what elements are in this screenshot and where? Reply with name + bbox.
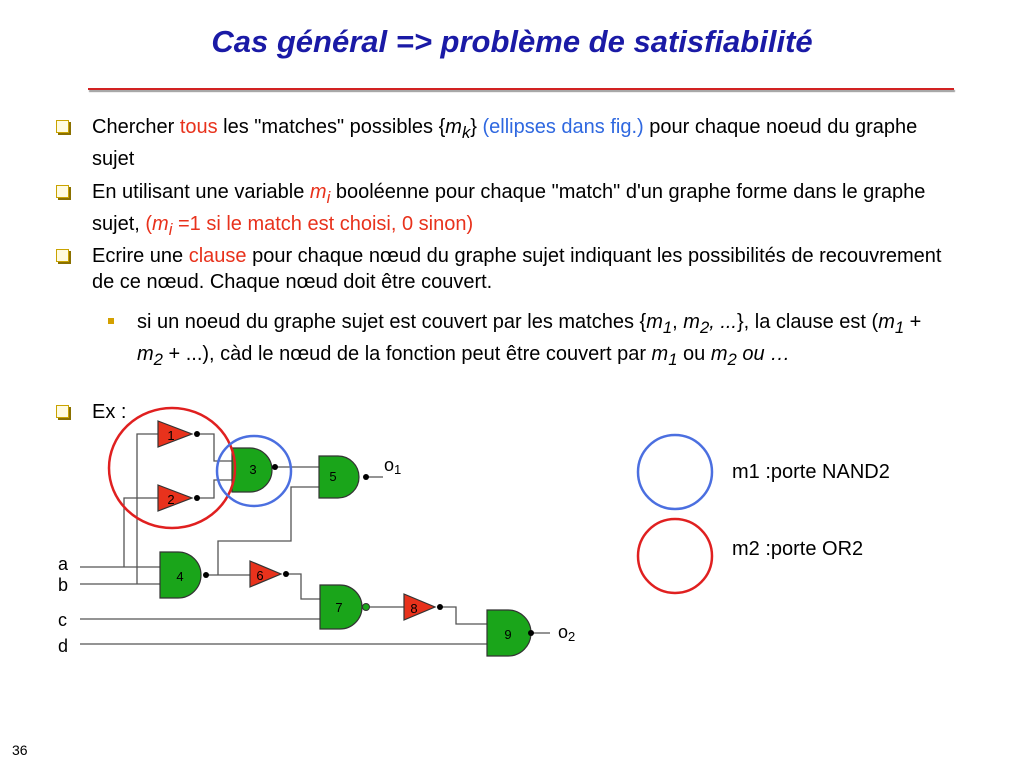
text-run: ou [677, 343, 711, 365]
text-run: + [904, 311, 922, 333]
var-sub: i [326, 188, 331, 207]
input-labels [58, 554, 69, 656]
var-sub: i [168, 220, 173, 239]
var-sub: 2 [727, 350, 737, 369]
gate-8-buffer [404, 594, 435, 620]
gate-7-label: 7 [335, 600, 343, 615]
var-sub: 2 [153, 350, 163, 369]
text-emphasis: clause [188, 245, 247, 267]
input-b-label: b [58, 575, 69, 595]
text-run: pour chaque nœud du graphe sujet indiquant les possibilités de recouvrement de ce nœud. Chaque nœud doit être couvert. [92, 245, 942, 293]
var-m: m [137, 343, 154, 365]
input-d-label: d [58, 636, 69, 656]
legend-m1: m1 :porte NAND2 [732, 461, 890, 483]
var-m: m [710, 343, 728, 365]
text-run: , ... [709, 311, 737, 333]
text-run: } [470, 116, 483, 138]
input-c-label: c [58, 610, 67, 630]
var-sub: 1 [668, 350, 678, 369]
gate-3-label: 3 [249, 462, 257, 477]
output-o1-label [384, 455, 401, 477]
page-number: 36 [12, 742, 28, 758]
var-sub: k [461, 123, 471, 142]
output-o1-sub: 1 [394, 462, 402, 477]
gate-2-output-dot [194, 495, 200, 501]
output-o2-label [558, 622, 575, 644]
output-o1-main: o [384, 455, 395, 475]
gate-9-label: 9 [504, 627, 512, 642]
gate-1-label: 1 [167, 428, 175, 443]
page-title: Cas général => problème de satisfiabilité [211, 24, 813, 59]
gate-9-output-dot [528, 630, 534, 636]
gate-3-output-dot [272, 464, 278, 470]
text-run: ou … [736, 343, 791, 365]
output-o2-sub: 2 [568, 629, 576, 644]
text-run: les "matches" possibles { [217, 116, 446, 138]
legend-red-circle-icon [638, 519, 712, 593]
input-a-label: a [58, 554, 69, 574]
gate-2-buffer [158, 485, 192, 511]
text-run: Ecrire une [92, 245, 189, 267]
text-emphasis: =1 si le match est choisi, 0 sinon) [172, 213, 474, 235]
gate-7-output-bubble [363, 604, 370, 611]
text-emphasis: ( [145, 213, 153, 235]
gate-8-output-dot [437, 604, 443, 610]
var-m: m [152, 213, 169, 235]
text-emphasis: (ellipses dans fig.) [482, 116, 644, 138]
text-run: pour chaque noeud du graphe sujet [92, 116, 918, 170]
legend-blue-circle-icon [638, 435, 712, 509]
gate-2-label: 2 [167, 492, 175, 507]
text-run: Chercher [92, 116, 180, 138]
gate-5-output-dot [363, 474, 369, 480]
text-run: booléenne pour chaque "match" d'un graphe forme dans le graphe sujet, [92, 181, 926, 235]
var-sub: 2 [699, 318, 710, 337]
text-run: }, la clause est ( [737, 311, 879, 333]
text-run: + ...), càd le nœud de la fonction peut être couvert par [162, 343, 652, 365]
gate-4-output-dot [203, 572, 209, 578]
var-m: m [683, 311, 700, 333]
var-m: m [878, 311, 895, 333]
text-run: , [672, 311, 684, 333]
var-m: m [309, 181, 327, 203]
legend-m2: m2 :porte OR2 [732, 538, 864, 560]
gate-6-label: 6 [256, 568, 264, 583]
gate-8-label: 8 [410, 601, 418, 616]
text-emphasis: tous [179, 116, 218, 138]
text-run: En utilisant une variable [92, 181, 310, 203]
output-o2-main: o [558, 622, 569, 642]
var-m: m [646, 311, 663, 333]
gate-4-label: 4 [176, 569, 184, 584]
var-m: m [651, 343, 669, 365]
var-sub: 1 [894, 318, 905, 337]
gate-6-output-dot [283, 571, 289, 577]
gate-5-and [319, 456, 359, 498]
var-sub: 1 [662, 318, 673, 337]
wires [80, 434, 550, 644]
var-m: m [445, 116, 462, 138]
gate-1-output-dot [194, 431, 200, 437]
gate-1-buffer [158, 421, 192, 447]
gate-6-buffer [250, 561, 281, 587]
text-run: si un noeud du graphe sujet est couvert par les matches { [137, 311, 647, 333]
gate-5-label: 5 [329, 469, 337, 484]
bullet-4-text: Ex : [92, 401, 127, 423]
